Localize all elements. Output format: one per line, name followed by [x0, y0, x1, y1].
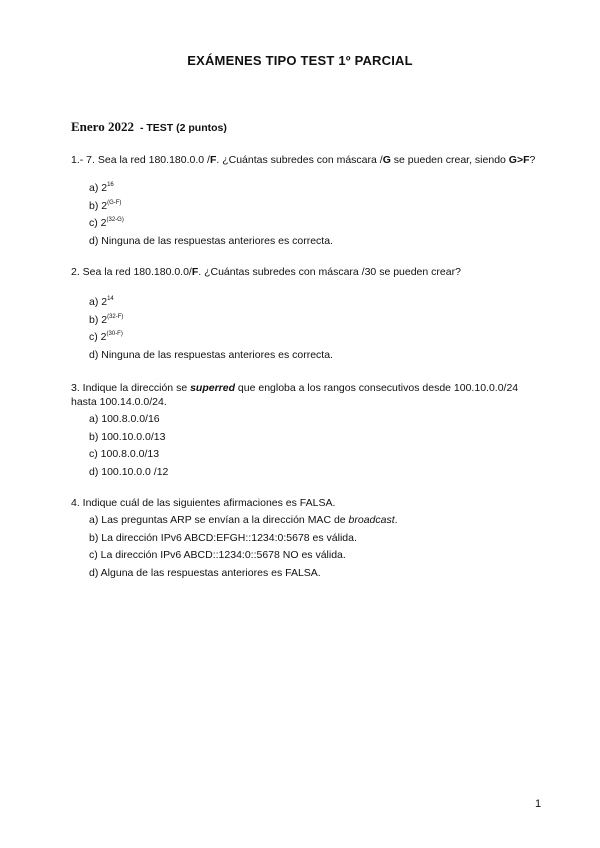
question-3-stem-line2: hasta 100.14.0.0/24. [71, 396, 167, 408]
question-1-stem: 1.- 7. Sea la red 180.180.0.0 /F. ¿Cuántas subredes con máscara /G se pueden crear, siendo G>F? [71, 154, 536, 166]
page-number: 1 [535, 798, 542, 810]
q4-option-a: a) Las preguntas ARP se envían a la dirección MAC de broadcast. [89, 514, 398, 526]
document-title: EXÁMENES TIPO TEST 1º PARCIAL [187, 53, 413, 68]
q3-option-b: b) 100.10.0.0/13 [89, 430, 166, 443]
q3-option-d: d) 100.10.0.0 /12 [89, 465, 169, 478]
q3-option-a: a) 100.8.0.0/16 [89, 413, 160, 425]
q2-option-c: c) $2^{(30-F)}$ [89, 331, 123, 343]
q2-option-d: d) Ninguna de las respuestas anteriores es correcta. [89, 348, 333, 361]
question-2-options [89, 294, 333, 364]
question-3 [71, 381, 571, 409]
q1-option-b: b) $2^{(G-F)}$ [89, 199, 122, 212]
q1-option-c: c) $2^{(32-G)}$ [89, 217, 124, 229]
question-1 [71, 153, 571, 167]
question-4-stem: 4. Indique cuál de las siguientes afirmaciones es FALSA. [71, 497, 336, 509]
q4-option-b: b) La dirección IPv6 ABCD:EFGH::1234:0:5678 es válida. [89, 531, 357, 544]
q1-option-d: d) Ninguna de las respuestas anteriores es correcta. [89, 234, 333, 247]
section-year: Enero 2022 [71, 119, 134, 134]
question-3-stem: 3. Indique la dirección se superred que engloba a los rangos consecutivos desde 100.10.0.0/24 [71, 382, 519, 394]
question-4 [71, 496, 571, 510]
question-3-options [89, 411, 168, 481]
section-subtitle: - TEST (2 puntos) [139, 122, 227, 134]
q2-option-a: a) $2^{14}$ [89, 296, 114, 308]
question-2 [71, 265, 571, 279]
q4-option-c: c) La dirección IPv6 ABCD::1234:0::5678 NO es válida. [89, 549, 346, 561]
q2-option-b: b) $2^{(32-F)}$ [89, 313, 124, 326]
section-heading [71, 119, 227, 135]
question-1-options [89, 180, 333, 250]
question-2-stem: 2. Sea la red 180.180.0.0/F. ¿Cuántas subredes con máscara /30 se pueden crear? [71, 266, 461, 278]
q4-option-d: d) Alguna de las respuestas anteriores es FALSA. [89, 566, 321, 579]
q1-option-a: a) $2^{16}$ [89, 182, 114, 194]
q3-option-c: c) 100.8.0.0/13 [89, 448, 160, 460]
question-4-options [89, 512, 398, 582]
